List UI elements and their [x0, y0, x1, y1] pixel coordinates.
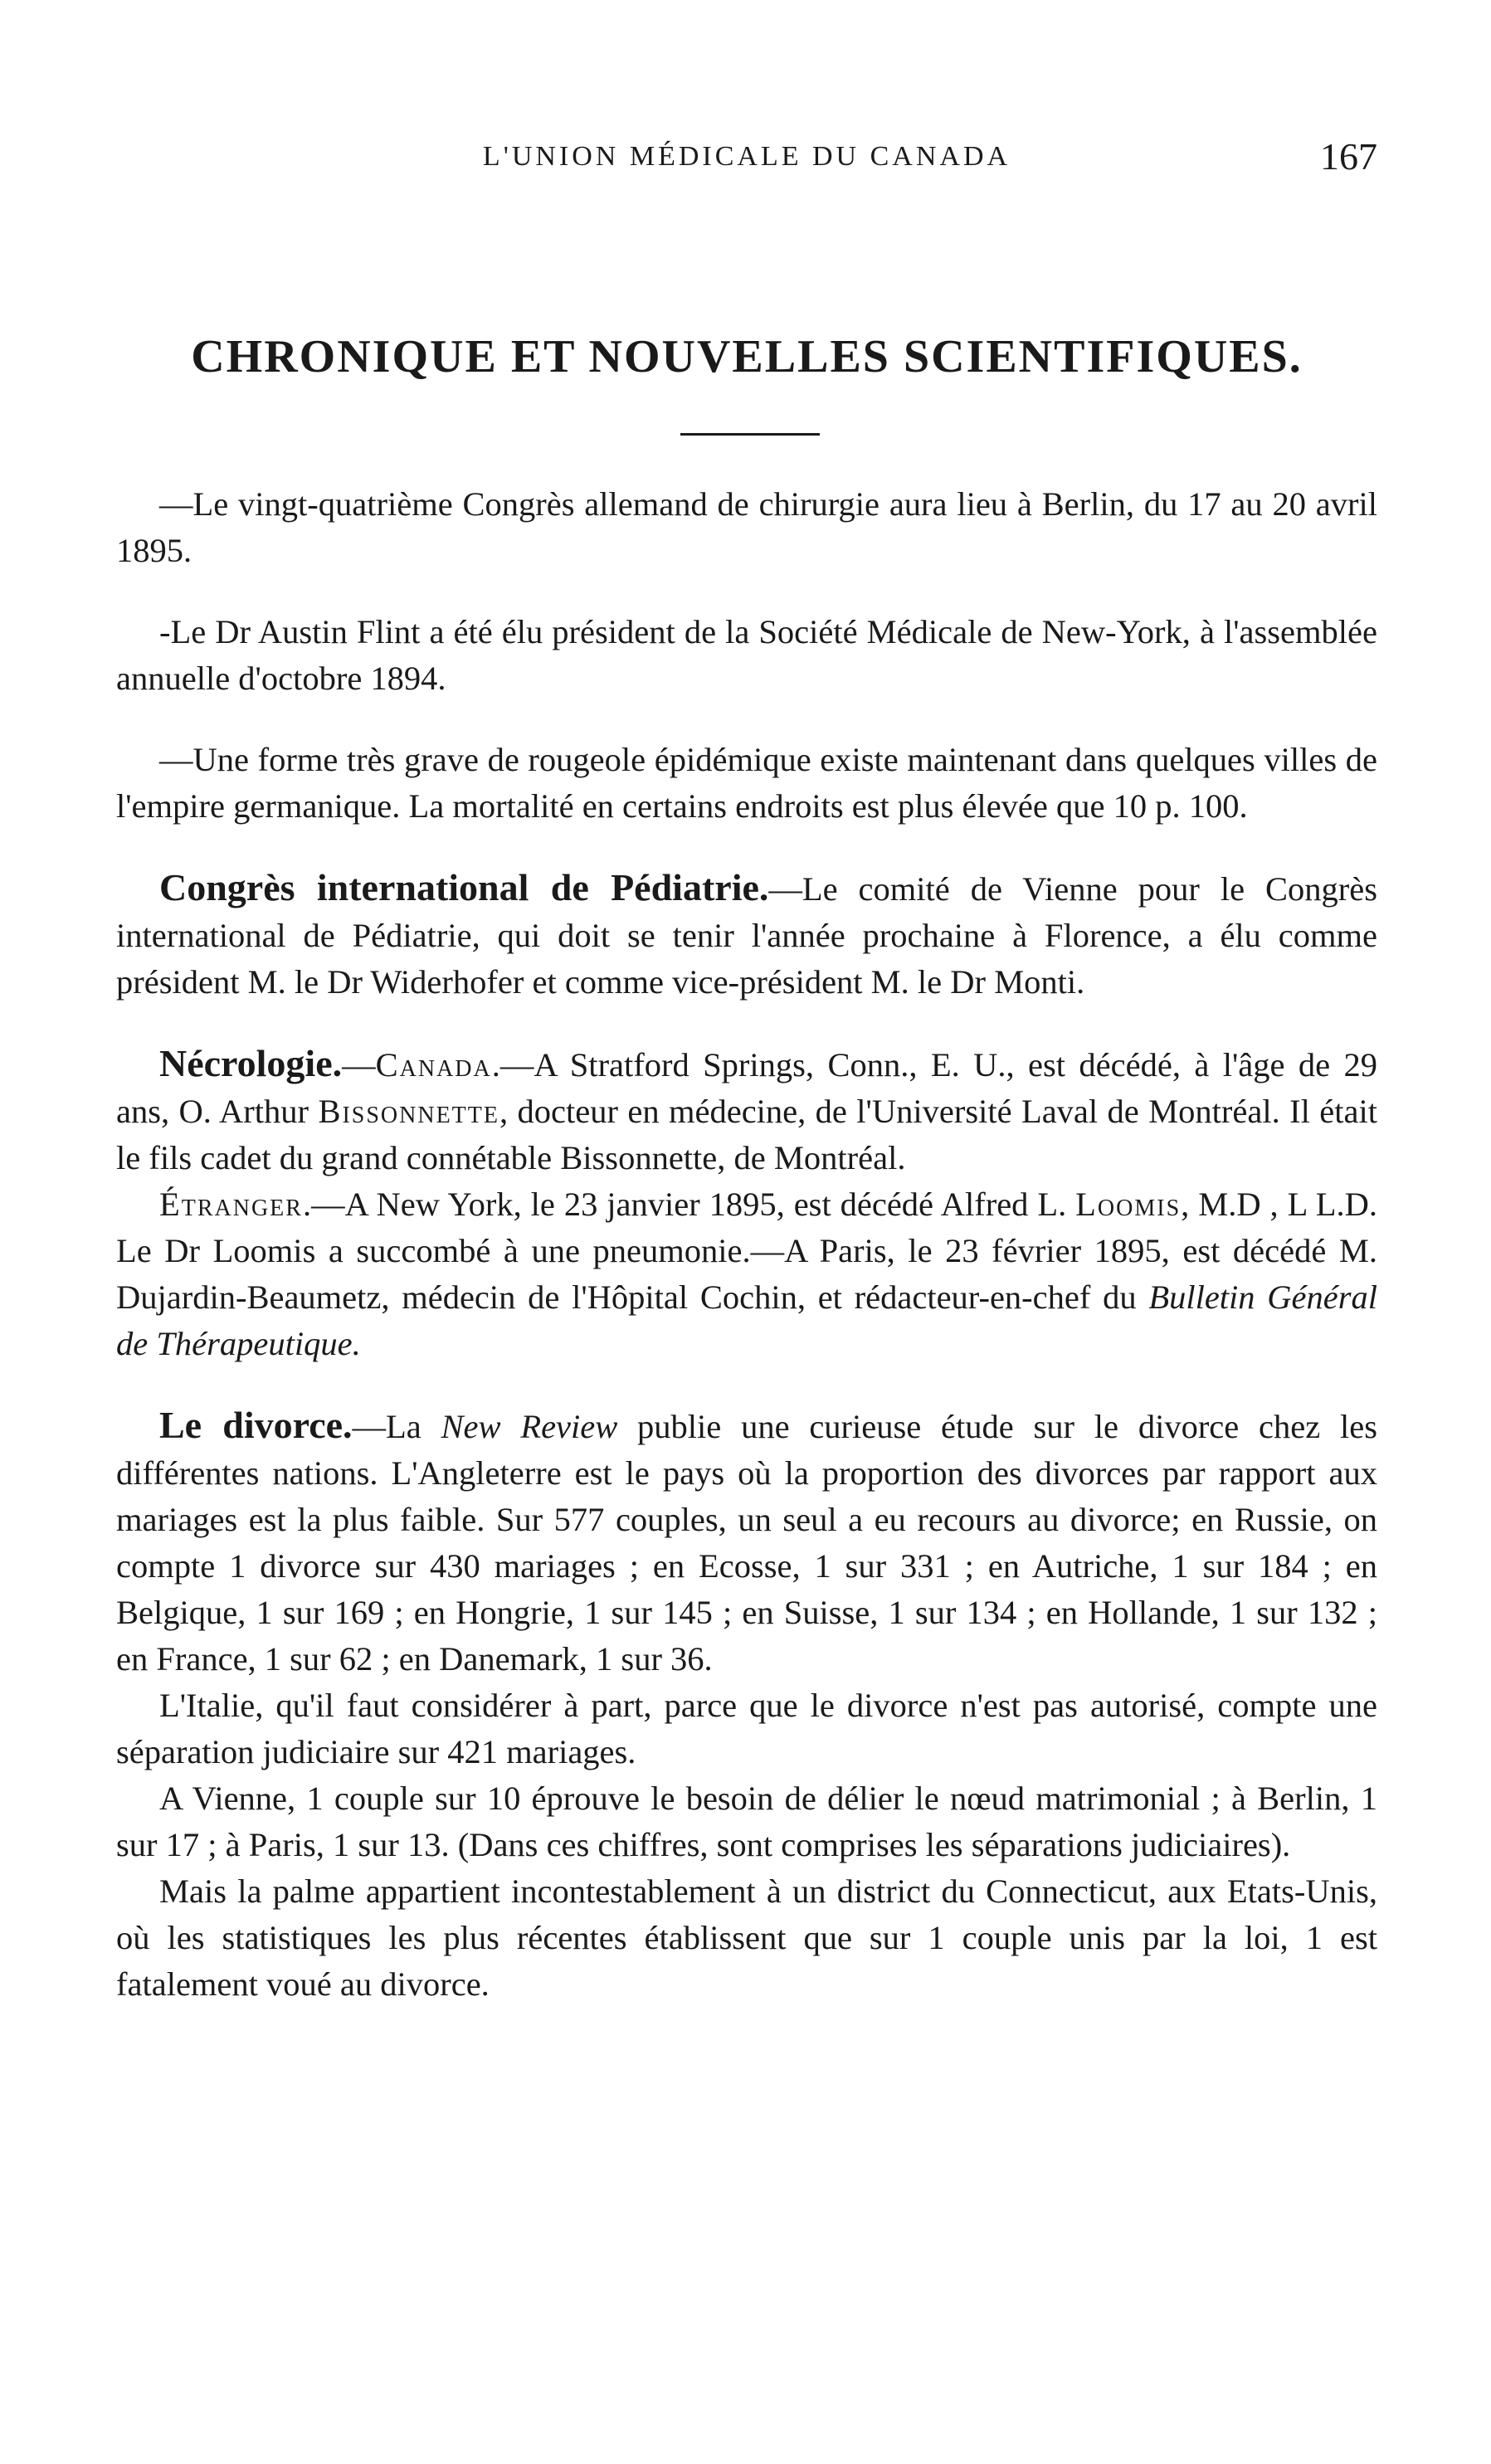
paragraph-text: —La: [352, 1408, 441, 1445]
journal-title: Bulletin Général de Thérapeutique.: [116, 1278, 1377, 1362]
paragraph-text: —Le comité de Vienne pour le Congrès international de Pédiatrie, qui doit se tenir l'année prochaine à Florence, a élu comme président M. le Dr Widerhofer et comme vice-président M. le Dr Monti.: [116, 870, 1377, 1001]
paragraph-text: A Vienne, 1 couple sur 10 éprouve le besoin de délier le nœud matrimonial ; à Berlin, 1 sur 17 ; à Paris, 1 sur 13. (Dans ces chiffres, sont comprises les séparations judiciaires).: [116, 1780, 1377, 1863]
paragraph-text: .—A Stratford Springs, Conn., E. U., est décédé, à l'âge de 29 ans, O. Arthur: [116, 1046, 1377, 1130]
paragraph-text: , docteur en médecine, de l'Université Laval de Montréal. Il était le fils cadet du grand connétable Bissonnette, de Montréal.: [116, 1093, 1378, 1176]
paragraph-text: -Le Dr Austin Flint a été élu président de la Société Médicale de New-York, à l'assemblée annuelle d'octobre 1894.: [116, 613, 1377, 697]
paragraph-text: , M.D , L L.D. Le Dr Loomis a succombé à une pneumonie.—A Paris, le 23 février 1895, est décédé M. Dujardin-Beaumetz, médecin de l'Hôpital Cochin, et rédacteur-en-chef du: [116, 1186, 1377, 1316]
person-name: Loomis: [1075, 1186, 1182, 1223]
paragraph-text: publie une curieuse étude sur le divorce chez les différentes nations. L'Angleterre est le pays où la proportion des divorces par rapport aux mariages est la plus faible. Sur 577 couples, un seul a eu recours au divorce; en Russie, on compte 1 divorce sur 430 mariages ; en Ecosse, 1 sur 331 ; en Autriche, 1 sur 184 ; en Belgique, 1 sur 169 ; en Hongrie, 1 sur 145 ; en Suisse, 1 sur 134 ; en Hollande, 1 sur 132 ; en France, 1 sur 62 ; en Danemark, 1 sur 36.: [116, 1408, 1377, 1678]
place-name: Canada: [375, 1046, 492, 1083]
article-body: [116, 481, 1377, 2008]
paragraph-vienne: [116, 1775, 1377, 1868]
paragraph-text: L'Italie, qu'il faut considérer à part, parce que le divorce n'est pas autorisé, compte une séparation judiciaire sur 421 mariages.: [116, 1687, 1377, 1770]
running-header: [116, 135, 1377, 191]
paragraph-etranger: [116, 1181, 1377, 1367]
paragraph-heading: Nécrologie.: [159, 1042, 343, 1084]
paragraph-austin-flint: [116, 609, 1377, 702]
paragraph-heading: Congrès international de Pédiatrie.: [159, 866, 769, 908]
title-rule: [680, 433, 820, 436]
paragraph-congres-chirurgie: [116, 481, 1377, 574]
paragraph-connecticut: [116, 1868, 1377, 2008]
journal-title: New Review: [441, 1408, 618, 1445]
paragraph-text: —Une forme très grave de rougeole épidémique existe maintenant dans quelques villes de l'empire germanique. La mortalité en certains endroits est plus élevée que 10 p. 100.: [116, 741, 1377, 825]
paragraph-text: Mais la palme appartient incontestablement à un district du Connecticut, aux Etats-Unis, où les statistiques les plus récentes établissent que sur 1 couple unis par la loi, 1 est fatalement voué au divorce.: [116, 1872, 1377, 2003]
place-name: Étranger: [159, 1186, 303, 1223]
paragraph-italie: [116, 1682, 1377, 1775]
document-page: [116, 0, 1377, 2464]
paragraph-text: —Le vingt-quatrième Congrès allemand de chirurgie aura lieu à Berlin, du 17 au 20 avril 1895.: [116, 485, 1377, 569]
paragraph-heading: Le divorce.: [159, 1404, 353, 1446]
running-title: L'UNION MÉDICALE DU CANADA: [482, 141, 1011, 172]
paragraph-text: —: [342, 1046, 376, 1083]
paragraph-divorce: [116, 1402, 1377, 1682]
person-name: Bissonnette: [318, 1093, 499, 1130]
section-title: CHRONIQUE ET NOUVELLES SCIENTIFIQUES.: [191, 331, 1303, 382]
paragraph-text: .—A New York, le 23 janvier 1895, est décédé Alfred L.: [302, 1186, 1076, 1223]
page-number: 167: [1320, 135, 1377, 178]
paragraph-pediatrie: [116, 864, 1377, 1006]
paragraph-necrologie: [116, 1040, 1377, 1181]
paragraph-rougeole: [116, 737, 1377, 830]
